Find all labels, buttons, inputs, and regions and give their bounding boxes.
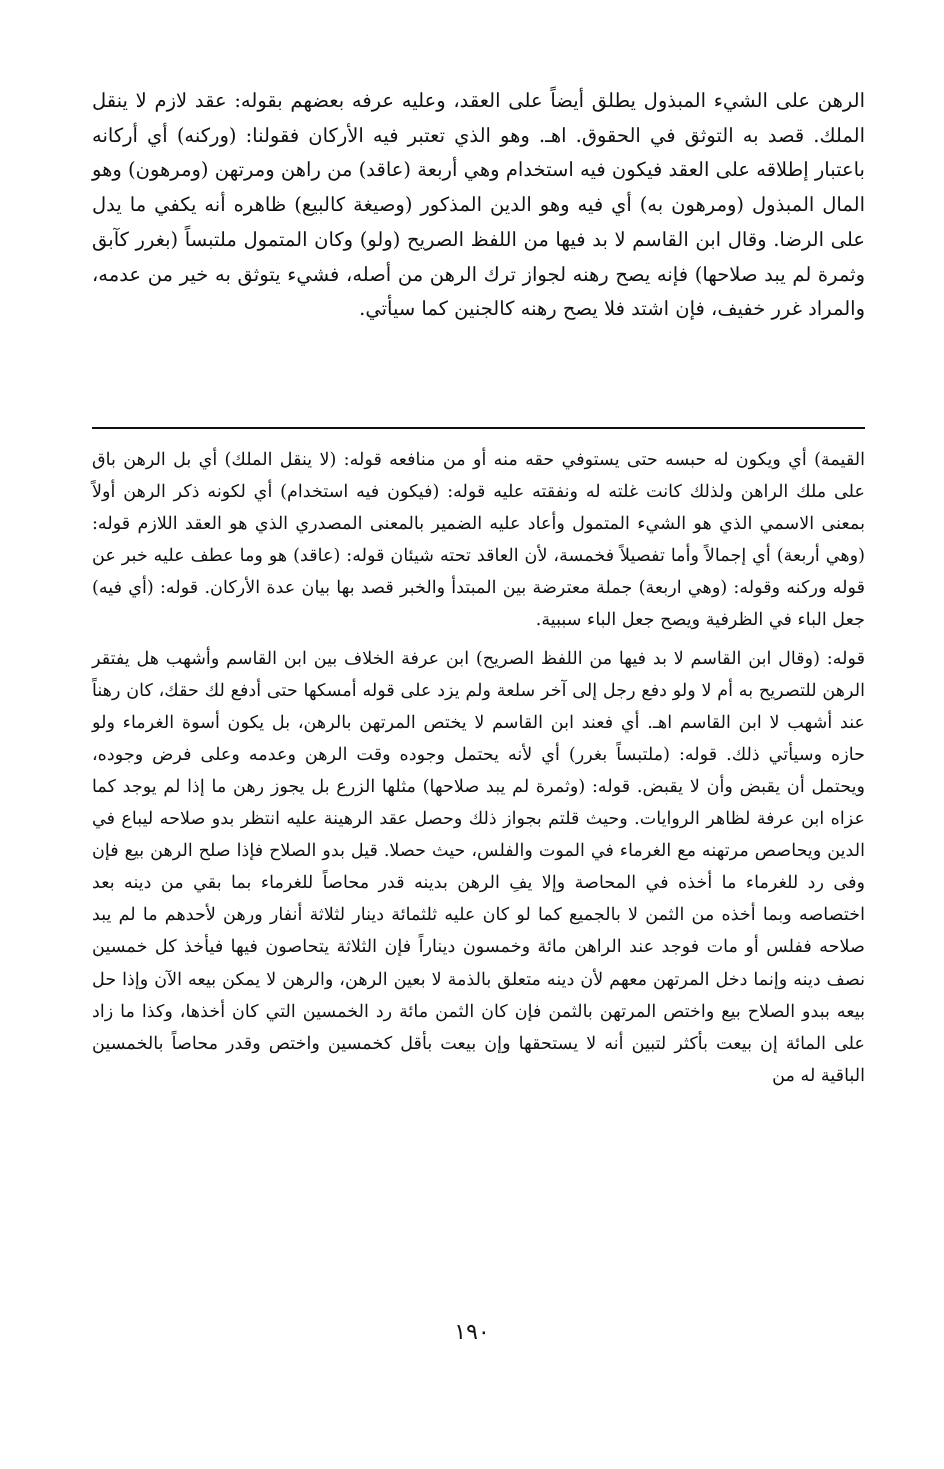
page-number: ١٩٠ bbox=[454, 1320, 490, 1345]
commentary-block bbox=[92, 444, 865, 1092]
footnote-separator bbox=[92, 427, 865, 429]
commentary-paragraph-2: قوله: (وقال ابن القاسم لا بد فيها من اللفظ الصريح) ابن عرفة الخلاف بين ابن القاسم وأشهب هل يفتقر الرهن للتصريح به أم لا ولو دفع رجل إلى آخر سلعة ولم يزد على قوله أمسكها حتى أدفع لك حقك، كان رهناً عند أشهب لا ابن القاسم اهـ. أي فعند ابن القاسم لا يختص المرتهن بالرهن، بل يكون أسوة الغرماء ولو حازه وسيأتي ذلك. قوله: (ملتبساً بغرر) أي لأنه يحتمل وجوده وقت الرهن وعدمه وعلى فرض وجوده، ويحتمل أن يقبض وأن لا يقبض. قوله: (وثمرة لم يبد صلاحها) مثلها الزرع بل يجوز رهن ما إذا لم يوجد كما عزاه ابن عرفة لظاهر الروايات. وحيث قلتم بجواز ذلك وحصل عقد الرهينة عليه انتظر بدو صلاحه ليباع في الدين ويحاصص مرتهنه مع الغرماء في الموت والفلس، حيث حصلا. قيل بدو الصلاح فإذا صلح الرهن بيع فإن وفى رد للغرماء ما أخذه في المحاصة وإلا يفِ الرهن بدينه قدر محاصاً للغرماء بما بقي من دينه بعد اختصاصه وبما أخذه من الثمن لا بالجميع كما لو كان عليه ثلثمائة دينار لثلاثة أنفار ورهن لأحدهم ما لم يبد صلاحه ففلس أو مات فوجد عند الراهن مائة وخمسون ديناراً فإن الثلاثة يتحاصون فيها فيأخذ كل خمسين نصف دينه وإنما دخل المرتهن معهم لأن دينه متعلق بالذمة لا بعين الرهن، والرهن لا يمكن بيعه الآن وإذا حل بيعه ببدو الصلاح بيع واختص المرتهن بالثمن فإن كان الثمن مائة رد الخمسين التي كان أخذها، وكذا ما زاد على المائة إن بيعت بأكثر لتبين أنه لا يستحقها وإن بيعت بأقل كخمسين واختص وقدر محاصاً بالخمسين الباقية له من bbox=[92, 648, 865, 1086]
main-text-paragraph: الرهن على الشيء المبذول يطلق أيضاً على العقد، وعليه عرفه بعضهم بقوله: عقد لازم لا ينقل الملك. قصد به التوثق في الحقوق. اهـ. وهو الذي تعتبر فيه الأركان فقولنا: (وركنه) أي أركانه باعتبار إطلاقه على العقد فيكون فيه استخدام وهي أربعة (عاقد) من راهن ومرتهن (ومرهون) وهو المال المبذول (ومرهون به) أي فيه وهو الدين المذكور (وصيغة كالبيع) ظاهره أنه يكفي ما يدل على الرضا. وقال ابن القاسم لا بد فيها من اللفظ الصريح (ولو) وكان المتمول ملتبساً (بغرر كآبق وثمرة لم يبد صلاحها) فإنه يصح رهنه لجواز ترك الرهن من أصله، فشيء يتوثق به خير من عدمه، والمراد غرر خفيف، فإن اشتد فلا يصح رهنه كالجنين كما سيأتي. bbox=[92, 89, 865, 321]
main-text-block bbox=[92, 84, 865, 327]
commentary-paragraph-1: القيمة) أي ويكون له حبسه حتى يستوفي حقه منه أو من منافعه قوله: (لا ينقل الملك) أي بل الرهن باق على ملك الراهن ولذلك كانت غلته له ونفقته عليه قوله: (فيكون فيه استخدام) أي لكونه ذكر الرهن أولاً بمعنى الاسمي الذي هو الشيء المتمول وأعاد عليه الضمير بالمعنى المصدري الذي هو العقد اللازم قوله: (وهي أربعة) أي إجمالاً وأما تفصيلاً فخمسة، لأن العاقد تحته شيئان قوله: (عاقد) هو وما عطف عليه خبر عن قوله وركنه وقوله: (وهي اربعة) جملة معترضة بين المبتدأ والخبر قصد بها بيان عدة الأركان. قوله: (أي فيه) جعل الباء في الظرفية ويصح جعل الباء سببية. bbox=[92, 450, 865, 631]
